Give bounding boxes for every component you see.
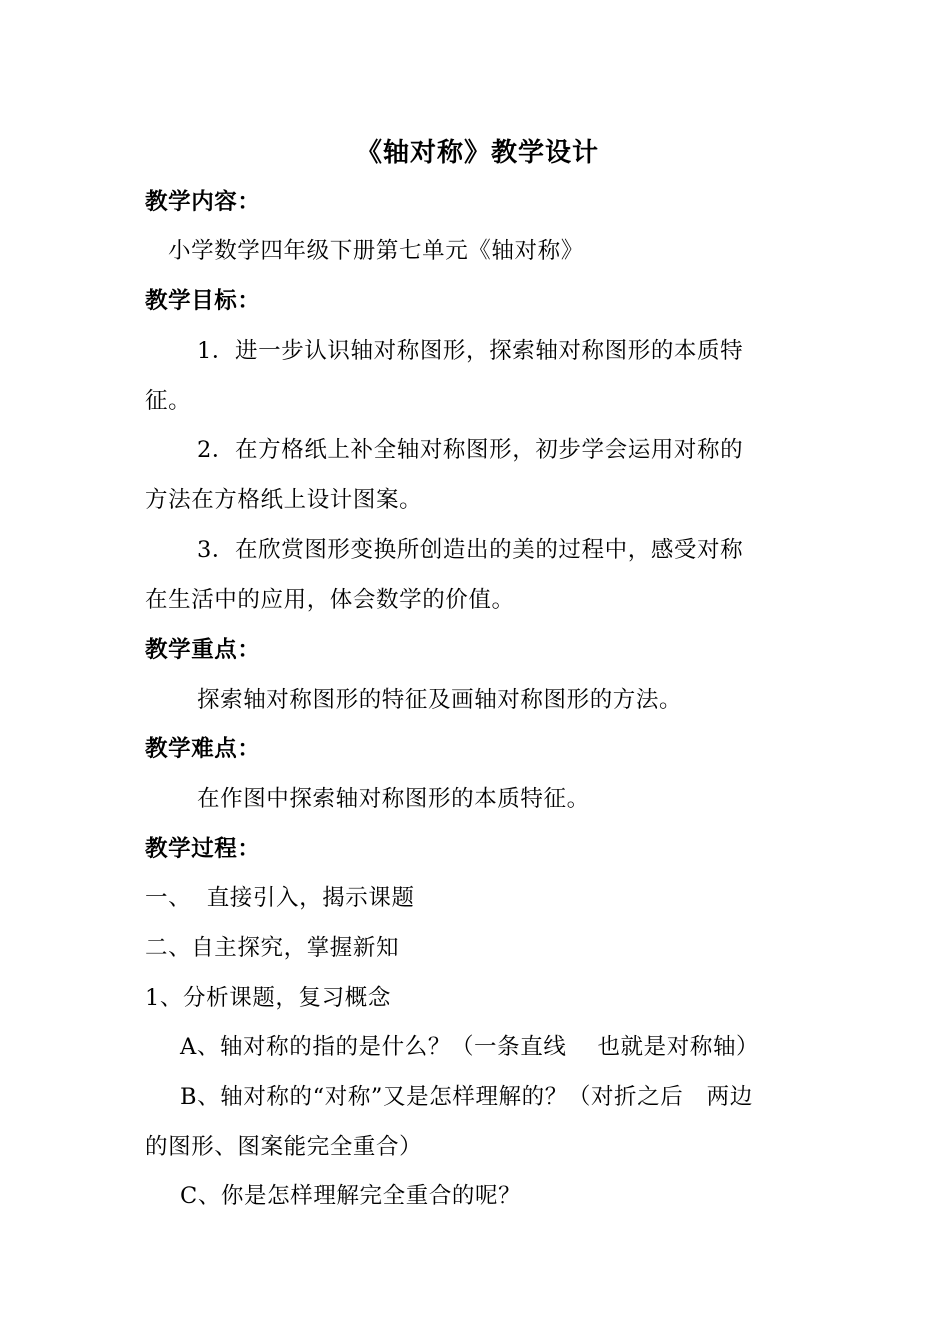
content-text: 小学数学四年级下册第七单元《轴对称》 <box>168 238 584 264</box>
process-step-2: 二、自主探究，掌握新知 <box>145 935 400 961</box>
goal-item-1-line1: 1．进一步认识轴对称图形，探索轴对称图形的本质特 <box>197 338 744 364</box>
goals-heading: 教学目标： <box>145 288 261 314</box>
question-b-line1: B、轴对称的“对称”又是怎样理解的？（对折之后 两边 <box>180 1084 753 1110</box>
question-a: A、轴对称的指的是什么？（一条直线 也就是对称轴） <box>180 1034 760 1060</box>
document-title: 《轴对称》教学设计 <box>356 138 600 168</box>
key-points-text: 探索轴对称图形的特征及画轴对称图形的方法。 <box>197 687 683 713</box>
process-step-1: 一、 直接引入，揭示课题 <box>145 885 415 911</box>
goal-item-2-line1: 2．在方格纸上补全轴对称图形，初步学会运用对称的 <box>197 437 744 463</box>
question-c: C、你是怎样理解完全重合的呢？ <box>180 1183 522 1209</box>
process-heading: 教学过程： <box>145 836 261 862</box>
process-sub-1: 1、分析课题，复习概念 <box>145 985 391 1011</box>
key-points-heading: 教学重点： <box>145 637 261 663</box>
goal-item-3-line2: 在生活中的应用，体会数学的价值。 <box>145 587 515 613</box>
difficulties-text: 在作图中探索轴对称图形的本质特征。 <box>197 786 590 812</box>
content-heading: 教学内容： <box>145 189 261 215</box>
question-b-line2: 的图形、图案能完全重合） <box>145 1134 423 1160</box>
goal-item-2-line2: 方法在方格纸上设计图案。 <box>145 487 423 513</box>
difficulties-heading: 教学难点： <box>145 736 261 762</box>
goal-item-1-line2: 征。 <box>145 388 192 414</box>
goal-item-3-line1: 3．在欣赏图形变换所创造出的美的过程中，感受对称 <box>197 537 744 563</box>
